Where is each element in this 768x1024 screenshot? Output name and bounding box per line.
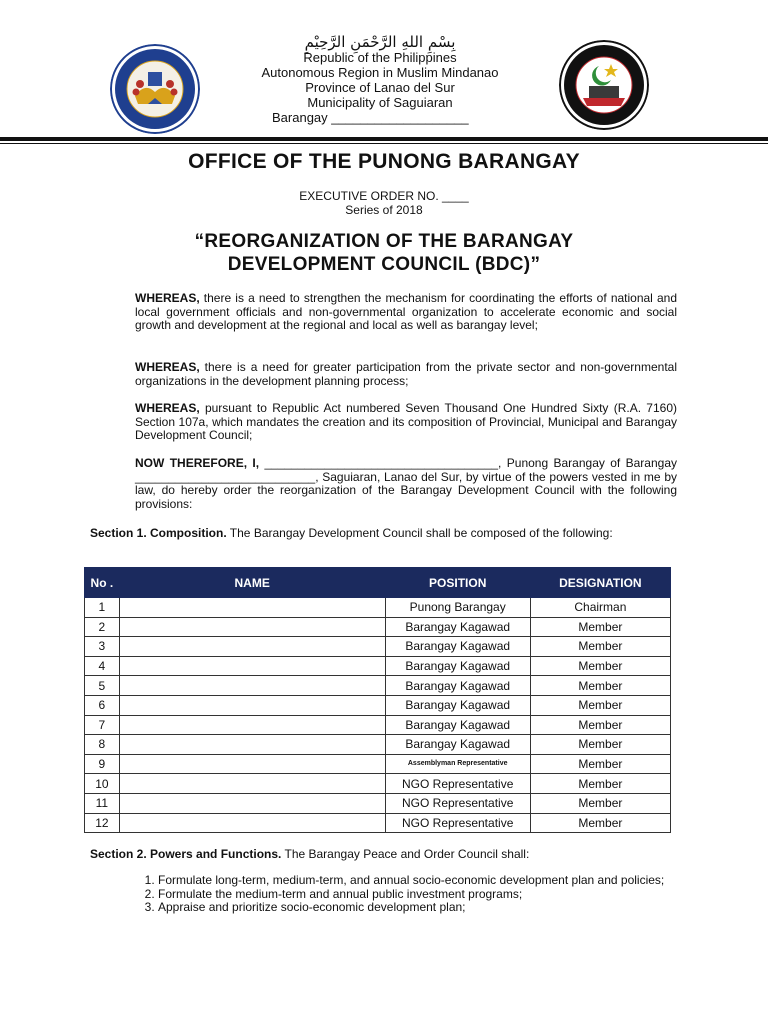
bismillah: بِسْمِ اللهِ الرَّحْمَنِ الرَّحِيْمِ bbox=[304, 33, 456, 51]
row-designation: Member bbox=[530, 754, 670, 774]
row-name bbox=[119, 676, 385, 696]
row-no: 8 bbox=[85, 735, 120, 755]
table-row bbox=[85, 774, 671, 794]
table-row bbox=[85, 695, 671, 715]
whereas-paragraph-3 bbox=[90, 402, 677, 443]
col-header-no: No . bbox=[85, 568, 120, 598]
list-item: 2. Formulate the medium-term and annual public investment programs; bbox=[158, 888, 700, 902]
row-no: 9 bbox=[85, 754, 120, 774]
row-position: Barangay Kagawad bbox=[385, 695, 530, 715]
row-designation: Member bbox=[530, 656, 670, 676]
whereas-text: there is a need for greater participation from the private sector and non-governmental organizations in the development planning process; bbox=[135, 360, 677, 388]
row-position: Barangay Kagawad bbox=[385, 637, 530, 657]
row-no: 12 bbox=[85, 813, 120, 833]
section-1-paragraph bbox=[90, 527, 677, 541]
table-row bbox=[85, 793, 671, 813]
row-position: Barangay Kagawad bbox=[385, 656, 530, 676]
whereas-text: pursuant to Republic Act numbered Seven Thousand One Hundred Sixty (R.A. 7160) Section 107a, which mandates the creation and its composition of Provincial, Municipal and Barangay Development Council; bbox=[135, 401, 677, 442]
row-name bbox=[119, 656, 385, 676]
row-no: 3 bbox=[85, 637, 120, 657]
row-name bbox=[119, 774, 385, 794]
row-name bbox=[119, 695, 385, 715]
section-2-heading: Section 2. Powers and Functions. bbox=[90, 847, 282, 861]
row-position: Barangay Kagawad bbox=[385, 715, 530, 735]
section-2-paragraph bbox=[90, 847, 529, 861]
row-no: 5 bbox=[85, 676, 120, 696]
row-designation: Member bbox=[530, 793, 670, 813]
liga-barangay-seal-icon bbox=[110, 44, 200, 134]
executive-order-block bbox=[0, 189, 768, 217]
executive-order-number: EXECUTIVE ORDER NO. ____ bbox=[299, 189, 469, 203]
letterhead-text bbox=[200, 34, 560, 125]
table-row bbox=[85, 754, 671, 774]
whereas-paragraph-1 bbox=[90, 292, 677, 333]
row-name bbox=[119, 598, 385, 618]
functions-list bbox=[135, 874, 700, 915]
row-designation: Member bbox=[530, 676, 670, 696]
row-no: 7 bbox=[85, 715, 120, 735]
executive-order-series: Series of 2018 bbox=[345, 203, 423, 217]
row-name bbox=[119, 754, 385, 774]
table-row bbox=[85, 676, 671, 696]
section-1-text: The Barangay Development Council shall be composed of the following: bbox=[226, 526, 613, 540]
row-designation: Member bbox=[530, 715, 670, 735]
letterhead bbox=[0, 30, 768, 135]
municipality-saguiaran-seal-icon bbox=[559, 40, 649, 130]
row-no: 10 bbox=[85, 774, 120, 794]
order-title bbox=[0, 230, 768, 276]
row-no: 4 bbox=[85, 656, 120, 676]
row-position: NGO Representative bbox=[385, 774, 530, 794]
row-position: NGO Representative bbox=[385, 793, 530, 813]
col-header-position: POSITION bbox=[385, 568, 530, 598]
whereas-lead: WHEREAS, bbox=[135, 360, 200, 374]
row-position: Barangay Kagawad bbox=[385, 617, 530, 637]
row-designation: Member bbox=[530, 813, 670, 833]
row-no: 6 bbox=[85, 695, 120, 715]
order-title-line2: DEVELOPMENT COUNCIL (BDC)” bbox=[227, 254, 541, 275]
row-designation: Member bbox=[530, 735, 670, 755]
row-position: Punong Barangay bbox=[385, 598, 530, 618]
table-header-row bbox=[85, 568, 671, 598]
table-row bbox=[85, 598, 671, 618]
table-row bbox=[85, 715, 671, 735]
row-no: 1 bbox=[85, 598, 120, 618]
whereas-paragraph-2 bbox=[90, 361, 677, 388]
row-name bbox=[119, 637, 385, 657]
whereas-lead: WHEREAS, bbox=[135, 401, 200, 415]
header-rule-thick bbox=[0, 137, 768, 141]
row-no: 11 bbox=[85, 793, 120, 813]
now-therefore-paragraph bbox=[90, 457, 677, 511]
table-row bbox=[85, 637, 671, 657]
row-designation: Chairman bbox=[530, 598, 670, 618]
col-header-name: NAME bbox=[119, 568, 385, 598]
whereas-lead: WHEREAS, bbox=[135, 291, 200, 305]
list-item: 3. Appraise and prioritize socio-economic development plan; bbox=[158, 901, 700, 915]
list-item: 1. Formulate long-term, medium-term, and annual socio-economic development plan and policies; bbox=[158, 874, 700, 888]
table-row bbox=[85, 735, 671, 755]
table-row bbox=[85, 813, 671, 833]
row-name bbox=[119, 715, 385, 735]
row-name bbox=[119, 813, 385, 833]
row-designation: Member bbox=[530, 774, 670, 794]
row-position: Barangay Kagawad bbox=[385, 735, 530, 755]
row-designation: Member bbox=[530, 637, 670, 657]
header-rule-thin bbox=[0, 143, 768, 144]
row-position: Assemblyman Representative bbox=[385, 754, 530, 774]
row-name bbox=[119, 793, 385, 813]
now-therefore-text: ___________________________________, Punong Barangay of Barangay ___________________________, Saguiaran, Lanao del Sur, by virtue of the powers vested in me by law, do hereby order the reorganization of the Barangay Development Council with the following provisions: bbox=[135, 456, 678, 511]
office-title: OFFICE OF THE PUNONG BARANGAY bbox=[188, 150, 580, 173]
municipality-line: Municipality of Saguiaran bbox=[307, 95, 453, 110]
country-line: Republic of the Philippines bbox=[303, 50, 457, 65]
row-designation: Member bbox=[530, 617, 670, 637]
table-row bbox=[85, 617, 671, 637]
whereas-text: there is a need to strengthen the mechanism for coordinating the efforts of national and local government officials and non-governmental organization to accelerate economic and social growth and development at the regional and local as well as barangay level; bbox=[135, 291, 677, 332]
bdc-composition-table bbox=[84, 567, 671, 833]
row-name bbox=[119, 735, 385, 755]
row-name bbox=[119, 617, 385, 637]
section-1-heading: Section 1. Composition. bbox=[90, 526, 227, 540]
col-header-designation: DESIGNATION bbox=[530, 568, 670, 598]
table-row bbox=[85, 656, 671, 676]
now-therefore-lead: NOW THEREFORE, I, bbox=[135, 456, 260, 470]
section-2-text: The Barangay Peace and Order Council shall: bbox=[281, 847, 530, 861]
order-title-line1: “REORGANIZATION OF THE BARANGAY bbox=[194, 231, 574, 252]
barangay-line: Barangay ___________________ bbox=[272, 110, 469, 125]
row-position: Barangay Kagawad bbox=[385, 676, 530, 696]
row-position: NGO Representative bbox=[385, 813, 530, 833]
region-line: Autonomous Region in Muslim Mindanao bbox=[261, 65, 499, 80]
row-designation: Member bbox=[530, 695, 670, 715]
province-line: Province of Lanao del Sur bbox=[305, 80, 455, 95]
row-no: 2 bbox=[85, 617, 120, 637]
